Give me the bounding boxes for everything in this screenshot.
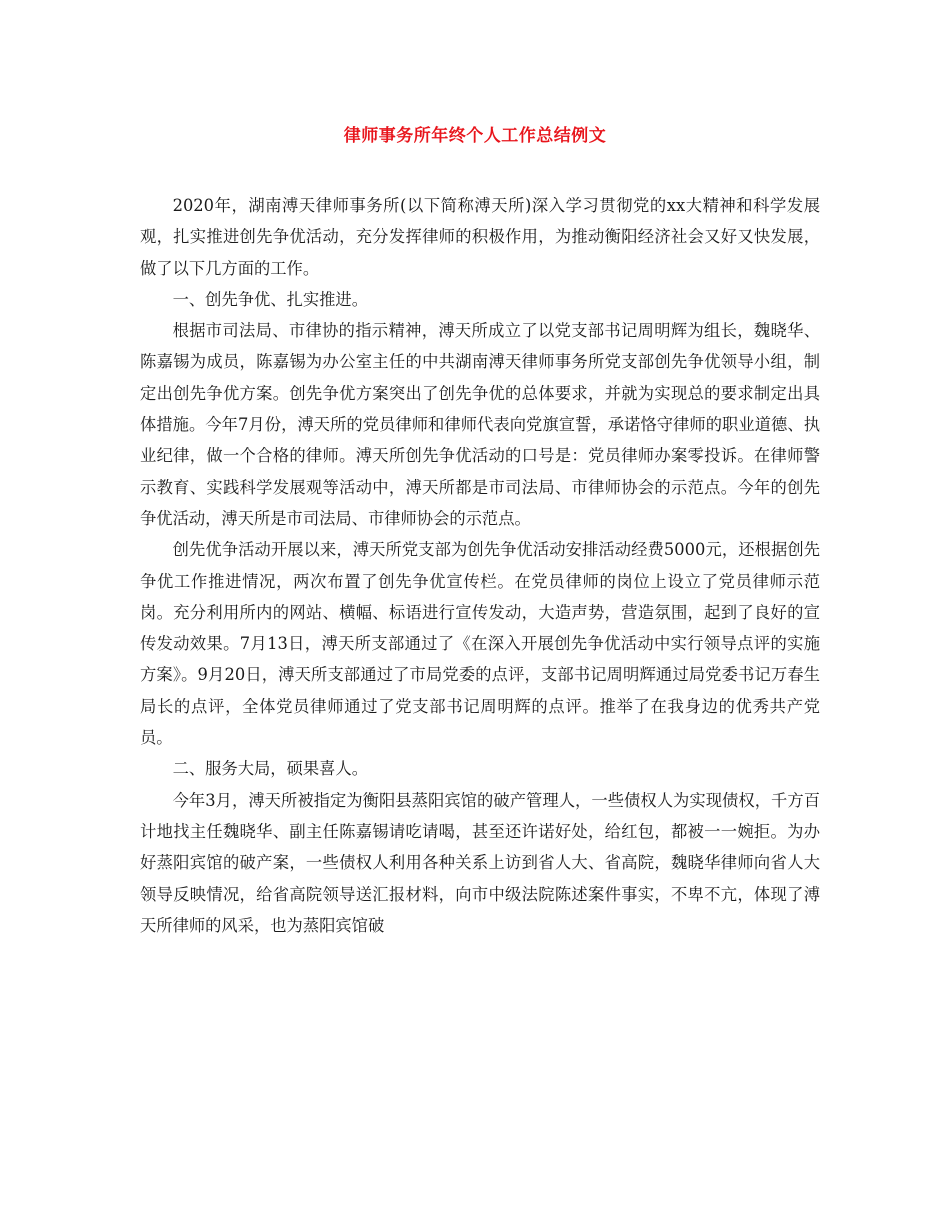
document-title: 律师事务所年终个人工作总结例文	[343, 126, 607, 146]
paragraph: 今年3月，溥天所被指定为衡阳县蒸阳宾馆的破产管理人，一些债权人为实现债权，千方百计地找主任魏晓华、副主任陈嘉锡请吃请喝，甚至还许诺好处，给红包，都被一一婉拒。为办好蒸阳宾馆的破产案，一些债权人利用各种关系上访到省人大、省高院，魏晓华律师向省人大领导反映情况，给省高院领导送汇报材料，向市中级法院陈述案件事实，不卑不亢，体现了溥天所律师的风采，也为蒸阳宾馆破	[140, 790, 820, 935]
paragraph: 创先优争活动开展以来，溥天所党支部为创先争优活动安排活动经费5000元，还根据创先争优工作推进情况，两次布置了创先争优宣传栏。在党员律师的岗位上设立了党员律师示范岗。充分利用所内的网站、横幅、标语进行宣传发动，大造声势，营造氛围，起到了良好的宣传发动效果。7月13日，溥天所支部通过了《在深入开展创先争优活动中实行领导点评的实施方案》。9月20日，溥天所支部通过了市局党委的点评，支部书记周明辉通过局党委书记万春生局长的点评，全体党员律师通过了党支部书记周明辉的点评。推举了在我身边的优秀共产党员。	[140, 540, 820, 748]
section-heading-1: 一、创先争优、扎实推进。	[172, 289, 368, 309]
paragraph: 根据市司法局、市律协的指示精神，溥天所成立了以党支部书记周明辉为组长，魏晓华、陈嘉锡为成员，陈嘉锡为办公室主任的中共湖南溥天律师事务所党支部创先争优领导小组，制定出创先争优方案。创先争优方案突出了创先争优的总体要求，并就为实现总的要求制定出具体措施。今年7月份，溥天所的党员律师和律师代表向党旗宣誓，承诺恪守律师的职业道德、执业纪律，做一个合格的律师。溥天所创先争优活动的口号是：党员律师办案零投诉。在律师警示教育、实践科学发展观等活动中，溥天所都是市司法局、市律师协会的示范点。今年的创先争优活动，溥天所是市司法局、市律师协会的示范点。	[140, 321, 820, 528]
paragraph-intro: 2020年，湖南溥天律师事务所(以下简称溥天所)深入学习贯彻党的xx大精神和科学发展观，扎实推进创先争优活动，充分发挥律师的积极作用，为推动衡阳经济社会又好又快发展，做了以下几方面的工作。	[140, 196, 820, 278]
section-heading-2: 二、服务大局，硕果喜人。	[172, 759, 368, 779]
document-body	[140, 190, 820, 941]
